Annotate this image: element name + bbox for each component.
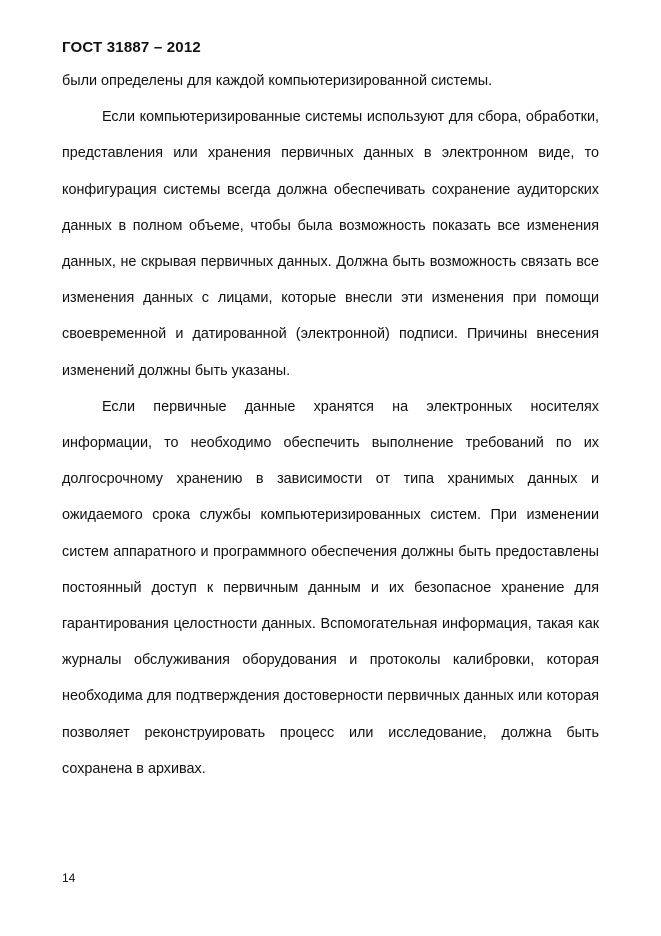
paragraph-audit-trail: Если компьютеризированные системы используют для сбора, обработки, представления или хранения первичных данных в электронном виде, то конфигурация системы всегда должна обеспечивать сохранение аудиторских данных в полном объеме, чтобы была возможность показать все изменения данных, не скрывая первичных данных. Должна быть возможность связать все изменения данных с лицами, которые внесли эти изменения при помощи своевременной и датированной (электронной) подписи. Причины внесения изменений должны быть указаны. xyxy=(62,109,599,379)
paragraph-electronic-storage: Если первичные данные хранятся на электронных носителях информации, то необходимо обеспечить выполнение требований по их долгосрочному хранению в зависимости от типа хранимых данных и ожидаемого срока службы компьютеризированных систем. При изменении систем аппаратного и программного обеспечения должны быть предоставлены постоянный доступ к первичным данным и их безопасное хранение для гарантирования целостности данных. Вспомогательная информация, такая как журналы обслуживания оборудования и протоколы калибровки, которая необходима для подтверждения достоверности первичных данных или которая позволяет реконструировать процесс или исследование, должна быть сохранена в архивах. xyxy=(62,398,599,777)
page-number: 14 xyxy=(62,871,76,885)
standard-header: ГОСТ 31887 – 2012 xyxy=(62,39,201,56)
paragraph-continuation: были определены для каждой компьютеризированной системы. xyxy=(62,73,493,89)
body-text xyxy=(62,63,599,787)
